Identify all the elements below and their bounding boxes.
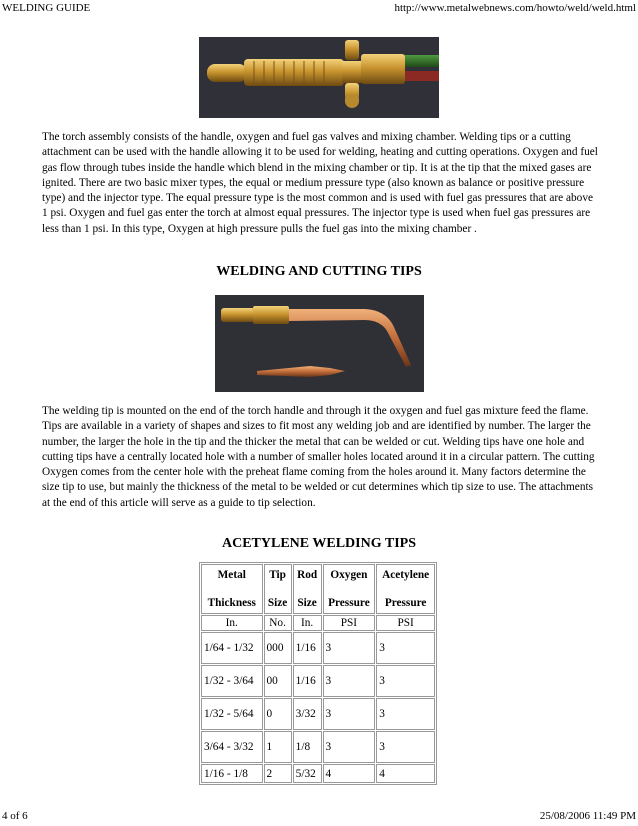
header-line: Tip (269, 569, 286, 581)
column-header-tip-size (264, 564, 292, 614)
print-datetime: 25/08/2006 11:49 PM (539, 810, 636, 822)
table-cell: 1 (264, 731, 292, 763)
table-cell: 3 (376, 632, 435, 664)
page-header-title: WELDING GUIDE (2, 2, 91, 14)
table-cell: 3 (376, 698, 435, 730)
table-cell: 3 (376, 665, 435, 697)
torch-assembly-paragraph: The torch assembly consists of the handle, oxygen and fuel gas valves and mixing chamber. Welding tips or a cutting attachment can be used with the handle allowing it to be used for welding, heating and cutting operations. Oxygen and fuel gas flow through tubes inside the handle which blend in the mixing chamber or tip. It is at the tip that the mixed gases are ignited. There are two basic mixer types, the equal or medium pressure type (also known as balance or positive pressure type) and the injector type. The equal pressure type is the most common and is used with fuel gas pressures that are above 1 psi. Oxygen and fuel gas enter the torch at almost equal pressures. The injector type is used when fuel gas pressures are less than 1 psi. In this type, Oxygen at high pressure pulls the fuel gas into the mixing chamber . (42, 131, 598, 235)
table-cell: 3/64 - 3/32 (201, 731, 263, 763)
welding-tip-paragraph: The welding tip is mounted on the end of the torch handle and through it the oxygen and fuel gas mixture feed the flame. Tips are available in a variety of shapes and sizes to fit most any welding job and are identified by number. The larger the number, the larger the hole in the tip and the thicker the metal that can be welded or cut. Welding tips have one hole and cutting tips have a centrally located hole with a number of smaller holes located around it in a circular pattern. The cutting Oxygen comes from the center hole with the preheat flame coming from the holes around it. Many factors determine the size tip to use, but mainly the thickness of the metal to be welded or cut determines which tip size to use. The attachments at the end of this article will serve as a guide to tip selection. (42, 405, 595, 509)
unit-cell: In. (293, 615, 322, 631)
table-cell: 0 (264, 698, 292, 730)
tips-section-heading: WELDING AND CUTTING TIPS (216, 264, 422, 279)
table-row (201, 698, 435, 730)
column-header-metal-thickness (201, 564, 263, 614)
welding-tips-photo (215, 295, 424, 392)
table-cell: 1/16 (293, 665, 322, 697)
table-cell: 3 (323, 665, 376, 697)
table-cell: 000 (264, 632, 292, 664)
table-cell: 5/32 (293, 764, 322, 783)
table-cell: 4 (323, 764, 376, 783)
page-header-url: http://www.metalwebnews.com/howto/weld/weld.html (394, 2, 636, 14)
header-line: Oxygen (330, 569, 368, 581)
column-header-oxygen-pressure (323, 564, 376, 614)
table-row (201, 731, 435, 763)
table-cell: 3 (376, 731, 435, 763)
unit-cell: In. (201, 615, 263, 631)
unit-cell: No. (264, 615, 292, 631)
table-cell: 3/32 (293, 698, 322, 730)
table-cell: 1/8 (293, 731, 322, 763)
table-cell: 00 (264, 665, 292, 697)
header-line: Rod (297, 569, 318, 581)
unit-cell: PSI (323, 615, 376, 631)
table-cell: 2 (264, 764, 292, 783)
table-header-row (201, 564, 435, 614)
table-cell: 3 (323, 698, 376, 730)
acetylene-table-heading: ACETYLENE WELDING TIPS (222, 536, 416, 551)
unit-cell: PSI (376, 615, 435, 631)
column-header-rod-size (293, 564, 322, 614)
table-cell: 1/32 - 3/64 (201, 665, 263, 697)
header-line: Pressure (328, 597, 370, 609)
table-cell: 4 (376, 764, 435, 783)
page-number: 4 of 6 (2, 810, 28, 822)
header-line: Metal (217, 569, 246, 581)
table-units-row (201, 615, 435, 631)
table-cell: 1/16 (293, 632, 322, 664)
torch-handle-photo (199, 37, 439, 118)
table-cell: 3 (323, 731, 376, 763)
table-cell: 1/16 - 1/8 (201, 764, 263, 783)
table-row (201, 632, 435, 664)
table-cell: 1/64 - 1/32 (201, 632, 263, 664)
table-cell: 1/32 - 5/64 (201, 698, 263, 730)
header-line: Size (267, 597, 288, 609)
header-line: Acetylene (382, 569, 430, 581)
table-cell: 3 (323, 632, 376, 664)
table-row (201, 665, 435, 697)
header-line: Thickness (207, 597, 256, 609)
header-line: Pressure (384, 597, 427, 609)
table-row (201, 764, 435, 783)
acetylene-tips-table (199, 562, 437, 785)
header-line: Size (297, 597, 317, 609)
column-header-acetylene-pressure (376, 564, 435, 614)
